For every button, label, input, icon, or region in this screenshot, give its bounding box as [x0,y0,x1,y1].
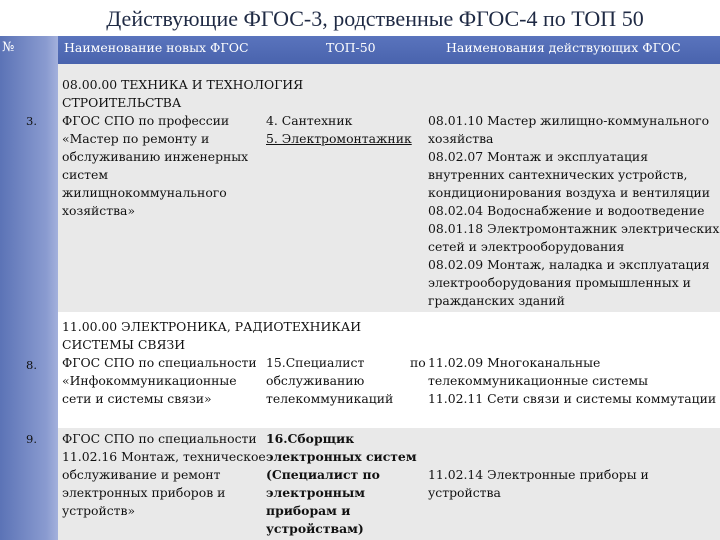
row-number: 8. [26,358,37,372]
row-top50-item: 16.Сборщик электронных систем (Специалист по электронным приборам и устройствам) [266,431,417,536]
header-top50: ТОП-50 [326,40,376,55]
row-group-title: 11.00.00 ЭЛЕКТРОНИКА, РАДИОТЕХНИКАИ СИСТЕМЫ СВЯЗИ [62,319,362,352]
left-accent-bar [0,36,58,540]
header-current-fgos: Наименования действующих ФГОС [446,40,681,55]
table-row [26,428,720,540]
table-body [26,64,720,540]
row-group-title: 08.00.00 ТЕХНИКА И ТЕХНОЛОГИЯ СТРОИТЕЛЬСТВА [62,77,304,110]
row-new-fgos: ФГОС СПО по специальности «Инфокоммуникационные сети и системы связи» [62,355,257,406]
header-num: № [2,40,15,55]
row-top50-item: 5. Электромонтажник [266,131,412,146]
row-number: 9. [26,432,37,446]
row-number: 3. [26,114,37,128]
row-top50-item: 4. Сантехник [266,113,353,128]
row-current-fgos: 11.02.14 Электронные приборы и устройства [428,467,649,500]
table-row [26,64,720,312]
header-new-fgos: Наименование новых ФГОС [64,40,249,55]
row-top50-item: 15.Специалист обслуживанию телекоммуникаций [266,355,394,406]
row-current-fgos: 08.01.10 Мастер жилищно-коммунального хозяйства 08.02.07 Монтаж и эксплуатация внутренних сантехнических устройств, кондиционирования воздуха и вентиляции 08.02.04 Водоснабжение и водоотведение 08.01.18 Электромонтажник электрических сетей и электрооборудования 08.02.09 Монтаж, наладка и эксплуатация электрооборудования промышленных и гражданских зданий [428,113,720,308]
row-new-fgos: ФГОС СПО по профессии «Мастер по ремонту и обслуживанию инженерных систем жилищнокоммунального хозяйства» [62,113,249,218]
row-current-fgos: 11.02.09 Многоканальные телекоммуникационные системы 11.02.11 Сети связи и системы коммутации [428,355,717,406]
page-title: Действующие ФГОС-3, родственные ФГОС-4 по ТОП 50 [106,6,644,31]
row-top50-po: по [410,355,426,370]
table-row [26,312,720,428]
row-new-fgos: ФГОС СПО по специальности 11.02.16 Монтаж, техническое обслуживание и ремонт электронных приборов и устройств» [62,431,266,518]
table-header [2,36,720,64]
